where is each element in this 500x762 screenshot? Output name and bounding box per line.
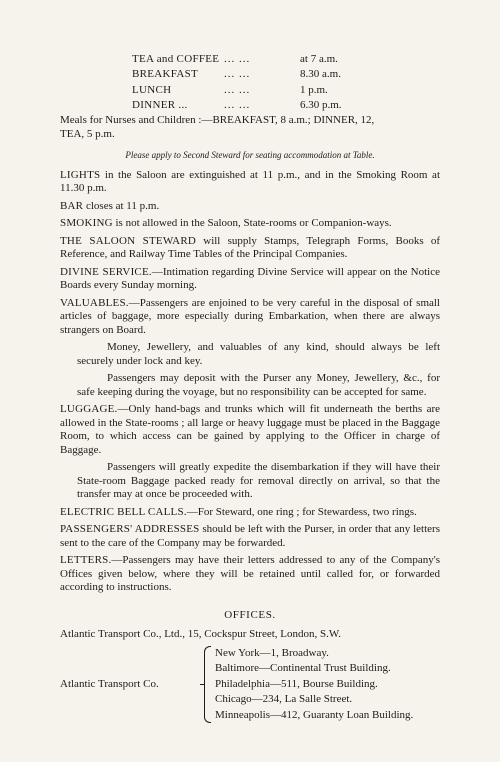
entry-heading: VALUABLES. — [60, 296, 129, 309]
valuables-paragraph: Passengers may deposit with the Purser any Money, Jewellery, &c., for safe keeping during the voyage, but no responsibility can be accepted for same. — [77, 372, 440, 398]
office-line: New York—1, Broadway. — [215, 646, 329, 659]
meal-name: BREAKFAST — [132, 68, 199, 81]
office-line: Minneapolis—412, Guaranty Loan Building. — [215, 708, 414, 721]
valuables-entry — [60, 297, 440, 338]
entry-text: —For Steward, one ring ; for Stewardess, two rings. — [186, 505, 417, 518]
meal-leader-dots: ... ... — [224, 83, 251, 96]
meal-leader-dots: ... ... — [224, 53, 251, 65]
entry-text: —Passengers may have their letters addressed to any of the Company's Offices given below, where they will be retained until called for, or forwarded according to instructions. — [60, 554, 440, 593]
office-line: Chicago—234, La Salle Street. — [215, 693, 353, 705]
meal-leader-dots: ... ... — [224, 68, 251, 81]
entry-text: in the Saloon are extinguished at 11 p.m., and in the Smoking Room at 11.30 p.m. — [60, 168, 440, 194]
letters-entry — [60, 554, 440, 595]
saloon-steward-entry — [60, 235, 440, 262]
entry-heading: LETTERS. — [60, 554, 112, 566]
office-line: Philadelphia—511, Bourse Building. — [215, 677, 378, 690]
electric-bell-entry — [60, 506, 440, 520]
entry-text: —Passengers are enjoined to be very careful in the disposal of small articles of baggage, more especially during Embarkation, when there are always strangers on Board. — [60, 296, 440, 336]
london-office-line: Atlantic Transport Co., Ltd., 15, Cockspur Street, London, S.W. — [60, 628, 342, 640]
entry-heading: DIVINE SERVICE. — [60, 265, 152, 278]
meal-name: DINNER ... — [132, 98, 188, 111]
nurses-meals-continuation: TEA, 5 p.m. — [60, 127, 115, 140]
brace-bracket — [204, 646, 211, 724]
smoking-entry — [60, 217, 440, 231]
entry-heading: THE SALOON STEWARD — [60, 234, 197, 247]
entry-heading: LIGHTS — [60, 168, 101, 181]
entry-heading: BAR — [60, 199, 84, 212]
luggage-entry — [60, 403, 440, 457]
meal-name: LUNCH — [132, 83, 172, 96]
notice-body — [60, 114, 440, 723]
entry-heading: PASSENGERS' ADDRESSES — [60, 523, 200, 535]
meal-row — [132, 52, 360, 67]
meal-time: at 7 a.m. — [300, 53, 338, 65]
meal-time: 8.30 a.m. — [300, 68, 341, 81]
luggage-paragraph: Passengers will greatly expedite the disembarkation if they will have their State-room Baggage packed ready for removal directly on arrival, so that the transfer may at once be proceeded with. — [77, 461, 440, 500]
meal-name: TEA and COFFEE — [132, 53, 220, 65]
meal-leader-dots: ... ... — [224, 98, 251, 111]
seating-note: Please apply to Second Steward for seating accommodation at Table. — [125, 150, 375, 160]
offices-title: OFFICES. — [224, 608, 276, 621]
office-line: Baltimore—Continental Trust Building. — [215, 662, 391, 674]
entry-text: —Intimation regarding Divine Service will appear on the Notice Boards every Sunday morning. — [60, 265, 440, 291]
meal-time: 6.30 p.m. — [300, 98, 342, 111]
meal-row — [132, 67, 360, 82]
entry-heading: LUGGAGE. — [60, 403, 118, 415]
entry-text: should be left with the Purser, in order that any letters sent to the care of the Company may be forwarded. — [60, 523, 440, 549]
us-offices-list — [215, 646, 413, 724]
brace-point — [200, 684, 205, 685]
entry-text: will supply Stamps, Telegraph Forms, Books of Reference, and Railway Time Tables of the Principal Companies. — [60, 234, 441, 260]
lights-entry — [60, 169, 440, 196]
entry-text: —Only hand-bags and trunks which will fit underneath the berths are allowed in the State-rooms ; all large or heavy luggage must be placed in the Baggage Room, to which access can be gained by applying to the Officer in charge of Baggage. — [60, 403, 440, 456]
meal-times-table — [132, 52, 360, 113]
us-offices-label: Atlantic Transport Co. — [60, 677, 159, 690]
entry-heading: SMOKING — [60, 217, 113, 229]
entry-text: closes at 11 p.m. — [83, 199, 160, 212]
addresses-entry — [60, 523, 440, 550]
valuables-paragraph: Money, Jewellery, and valuables of any kind, should always be left securely under lock and key. — [77, 341, 440, 367]
nurses-meals-line: Meals for Nurses and Children :—BREAKFAST, 8 a.m.; DINNER, 12, — [60, 114, 375, 126]
entry-heading: ELECTRIC BELL CALLS. — [60, 505, 187, 518]
us-offices-group — [60, 646, 440, 724]
entry-text: is not allowed in the Saloon, State-rooms or Companion-ways. — [112, 217, 392, 229]
divine-service-entry — [60, 266, 440, 293]
meal-row — [132, 98, 360, 113]
bar-entry — [60, 200, 440, 214]
meal-time: 1 p.m. — [300, 83, 328, 96]
meal-row — [132, 83, 360, 98]
